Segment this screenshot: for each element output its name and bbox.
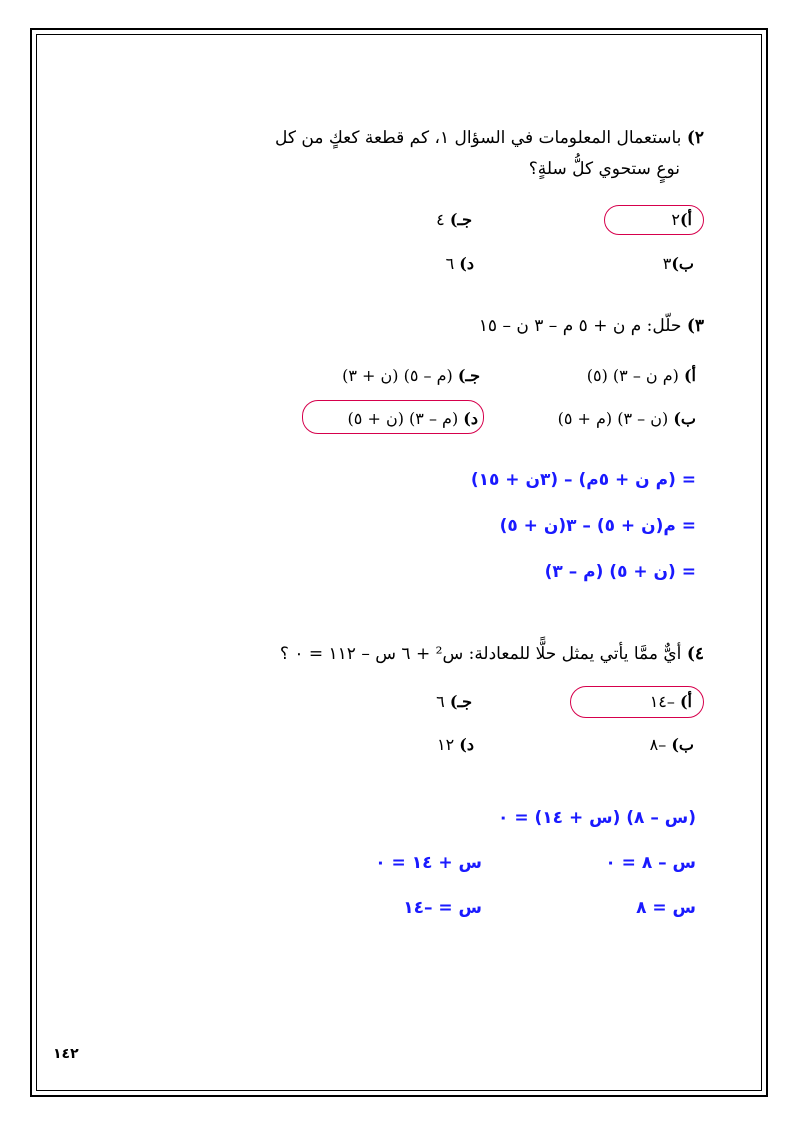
q4-solution-line2-left: س + ١٤ = ٠ — [375, 853, 482, 873]
q2-option-c: جـ) ٤ — [436, 210, 472, 229]
q4-prompt-line — [280, 644, 704, 664]
q3-option-c: جـ) (م – ٥) (ن + ٣) — [342, 366, 480, 385]
q2-number: ٢) — [686, 128, 704, 148]
q2-line1 — [275, 128, 704, 148]
q4-option-d: د) ١٢ — [437, 735, 474, 754]
q4-option-a: أ) –١٤ — [649, 692, 692, 711]
q3-number: ٣) — [686, 316, 704, 336]
q4-solution-line3-right: س = ٨ — [636, 898, 696, 918]
q2-option-d: د) ٦ — [445, 254, 474, 273]
q2-option-a: أ)٢ — [671, 210, 692, 229]
q4-option-b: ب) –٨ — [649, 735, 694, 754]
q4-solution-line1: (س – ٨) (س + ١٤) = ٠ — [498, 808, 696, 828]
q3-solution-line2: = م(ن + ٥) – ٣(ن + ٥) — [499, 516, 696, 536]
q3-prompt: حلّل: م ن + ٥ م – ٣ ن – ١٥ — [478, 316, 682, 336]
page-number: ١٤٢ — [53, 1046, 79, 1062]
q3-prompt-line — [479, 316, 704, 336]
q3-option-d: د) (م – ٣) (ن + ٥) — [347, 409, 478, 428]
q4-number: ٤) — [686, 644, 704, 664]
q2-option-b: ب)٣ — [662, 254, 694, 273]
q4-prompt: أيٌّ ممَّا يأتي يمثل حلًّا للمعادلة: س² + ٦ س – ١١٢ = ٠ ؟ — [279, 644, 682, 664]
q3-solution-line1: = (م ن + ٥م) – (٣ن + ١٥) — [470, 470, 696, 490]
q3-option-b: ب) (ن – ٣) (م + ٥) — [557, 409, 696, 428]
q3-solution-line3: = (ن + ٥) (م – ٣) — [544, 562, 696, 582]
q4-solution-line2-right: س – ٨ = ٠ — [605, 853, 696, 873]
q2-line2: نوعٍ ستحوي كلُّ سلةٍ؟ — [528, 159, 680, 179]
q2-text-line1: باستعمال المعلومات في السؤال ١، كم قطعة كعكٍ من كل — [275, 128, 682, 148]
q3-option-a: أ) (م ن – ٣) (٥) — [586, 366, 696, 385]
q4-solution-line3-left: س = –١٤ — [403, 898, 482, 918]
q4-option-c: جـ) ٦ — [436, 692, 472, 711]
